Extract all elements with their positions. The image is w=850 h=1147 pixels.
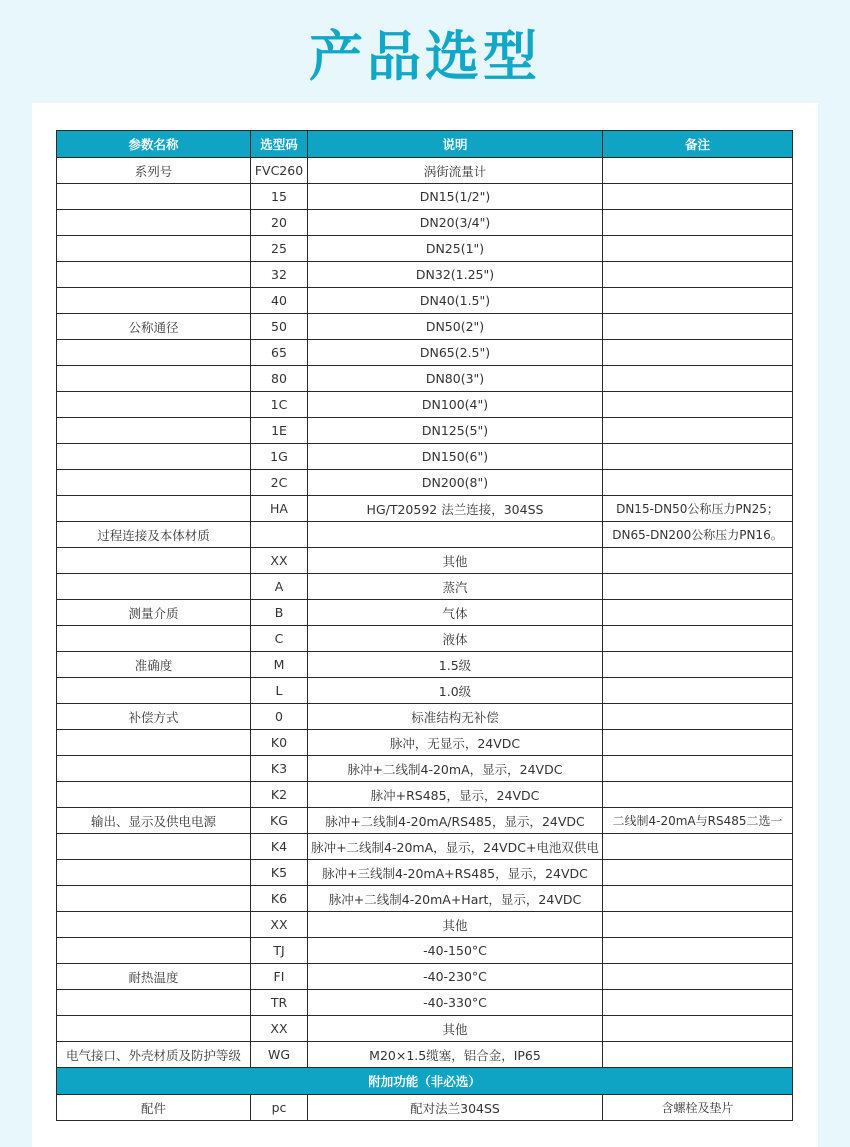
cell-code: A xyxy=(251,574,308,600)
table-row xyxy=(57,938,793,964)
table-row xyxy=(57,678,793,704)
cell-description: 蒸汽 xyxy=(308,574,603,600)
cell-remark xyxy=(603,288,793,314)
cell-param-name xyxy=(57,860,251,886)
cell-code: FI xyxy=(251,964,308,990)
cell-description xyxy=(308,522,603,548)
cell-code: 50 xyxy=(251,314,308,340)
cell-description: HG/T20592 法兰连接，304SS xyxy=(308,496,603,522)
cell-description: 涡街流量计 xyxy=(308,158,603,184)
table-row xyxy=(57,444,793,470)
cell-code: TJ xyxy=(251,938,308,964)
table-row xyxy=(57,782,793,808)
cell-code: 1E xyxy=(251,418,308,444)
cell-remark xyxy=(603,574,793,600)
cell-remark xyxy=(603,184,793,210)
cell-remark xyxy=(603,600,793,626)
cell-param-name: 测量介质 xyxy=(57,600,251,626)
table-row xyxy=(57,496,793,522)
cell-description: 其他 xyxy=(308,912,603,938)
cell-code: HA xyxy=(251,496,308,522)
cell-description: -40-330°C xyxy=(308,990,603,1016)
table-row xyxy=(57,652,793,678)
table-row xyxy=(57,860,793,886)
header-code: 选型码 xyxy=(251,131,308,158)
table-row xyxy=(57,548,793,574)
cell-code: M xyxy=(251,652,308,678)
cell-remark xyxy=(603,938,793,964)
table-row xyxy=(57,1042,793,1068)
cell-remark xyxy=(603,418,793,444)
cell-param-name xyxy=(57,730,251,756)
cell-description: DN20(3/4") xyxy=(308,210,603,236)
cell-code: KG xyxy=(251,808,308,834)
cell-remark xyxy=(603,366,793,392)
cell-description: 脉冲，无显示，24VDC xyxy=(308,730,603,756)
cell-remark xyxy=(603,756,793,782)
table-row xyxy=(57,574,793,600)
cell-param-name: 公称通径 xyxy=(57,314,251,340)
cell-code: WG xyxy=(251,1042,308,1068)
cell-code: 15 xyxy=(251,184,308,210)
cell-remark xyxy=(603,990,793,1016)
cell-code: 40 xyxy=(251,288,308,314)
table-row xyxy=(57,392,793,418)
cell-param-name xyxy=(57,288,251,314)
header-param-name: 参数名称 xyxy=(57,131,251,158)
cell-remark xyxy=(603,236,793,262)
cell-remark: DN65-DN200公称压力PN16。 xyxy=(603,522,793,548)
cell-description: 脉冲+二线制4-20mA，显示，24VDC+电池双供电 xyxy=(308,834,603,860)
header-description: 说明 xyxy=(308,131,603,158)
table-row xyxy=(57,730,793,756)
selection-table xyxy=(56,130,793,1121)
cell-code: XX xyxy=(251,912,308,938)
cell-param-name xyxy=(57,886,251,912)
cell-remark xyxy=(603,210,793,236)
cell-code xyxy=(251,522,308,548)
cell-param-name: 系列号 xyxy=(57,158,251,184)
cell-remark xyxy=(603,548,793,574)
cell-description: 配对法兰304SS xyxy=(308,1095,603,1121)
table-row xyxy=(57,990,793,1016)
cell-code: B xyxy=(251,600,308,626)
cell-param-name: 电气接口、外壳材质及防护等级 xyxy=(57,1042,251,1068)
cell-description: -40-150°C xyxy=(308,938,603,964)
cell-remark xyxy=(603,886,793,912)
cell-remark xyxy=(603,626,793,652)
cell-remark xyxy=(603,340,793,366)
cell-description: 脉冲+二线制4-20mA，显示，24VDC xyxy=(308,756,603,782)
cell-description: 其他 xyxy=(308,1016,603,1042)
cell-param-name xyxy=(57,392,251,418)
table-row xyxy=(57,470,793,496)
table-row xyxy=(57,288,793,314)
cell-param-name: 补偿方式 xyxy=(57,704,251,730)
cell-description: 脉冲+二线制4-20mA+Hart，显示，24VDC xyxy=(308,886,603,912)
section-title: 附加功能（非必选） xyxy=(57,1068,793,1095)
cell-description: 1.0级 xyxy=(308,678,603,704)
table-row xyxy=(57,626,793,652)
cell-code: XX xyxy=(251,548,308,574)
table-body xyxy=(57,158,793,1068)
cell-param-name xyxy=(57,1016,251,1042)
cell-description: DN80(3") xyxy=(308,366,603,392)
cell-code: 20 xyxy=(251,210,308,236)
cell-remark xyxy=(603,1042,793,1068)
page-title: 产品选型 xyxy=(309,25,541,88)
cell-remark xyxy=(603,158,793,184)
cell-param-name xyxy=(57,938,251,964)
cell-description: DN32(1.25") xyxy=(308,262,603,288)
table-row xyxy=(57,184,793,210)
cell-code: C xyxy=(251,626,308,652)
cell-code: 1G xyxy=(251,444,308,470)
cell-code: XX xyxy=(251,1016,308,1042)
cell-param-name: 输出、显示及供电电源 xyxy=(57,808,251,834)
cell-description: DN125(5") xyxy=(308,418,603,444)
cell-remark xyxy=(603,964,793,990)
cell-code: K5 xyxy=(251,860,308,886)
cell-description: DN50(2") xyxy=(308,314,603,340)
cell-param-name xyxy=(57,184,251,210)
cell-description: DN40(1.5") xyxy=(308,288,603,314)
cell-description: DN150(6") xyxy=(308,444,603,470)
table-row xyxy=(57,236,793,262)
cell-param-name xyxy=(57,340,251,366)
cell-param-name: 准确度 xyxy=(57,652,251,678)
cell-description: -40-230°C xyxy=(308,964,603,990)
cell-param-name xyxy=(57,548,251,574)
cell-code: TR xyxy=(251,990,308,1016)
cell-code: L xyxy=(251,678,308,704)
cell-code: 0 xyxy=(251,704,308,730)
cell-code: 25 xyxy=(251,236,308,262)
cell-code: K6 xyxy=(251,886,308,912)
cell-remark xyxy=(603,834,793,860)
cell-param-name xyxy=(57,418,251,444)
cell-remark: 二线制4-20mA与RS485二选一 xyxy=(603,808,793,834)
cell-param-name xyxy=(57,834,251,860)
cell-remark xyxy=(603,704,793,730)
header-remark: 备注 xyxy=(603,131,793,158)
cell-description: 脉冲+二线制4-20mA/RS485，显示，24VDC xyxy=(308,808,603,834)
table-row xyxy=(57,262,793,288)
cell-param-name xyxy=(57,496,251,522)
cell-remark: DN15-DN50公称压力PN25； xyxy=(603,496,793,522)
table-row xyxy=(57,964,793,990)
table-row xyxy=(57,600,793,626)
table-row xyxy=(57,522,793,548)
cell-remark xyxy=(603,392,793,418)
cell-remark xyxy=(603,860,793,886)
cell-param-name xyxy=(57,756,251,782)
cell-param-name xyxy=(57,236,251,262)
section-row xyxy=(57,1068,793,1095)
table-row xyxy=(57,834,793,860)
table-header-row xyxy=(57,131,793,158)
cell-param-name xyxy=(57,262,251,288)
cell-code: 2C xyxy=(251,470,308,496)
cell-description: DN100(4") xyxy=(308,392,603,418)
cell-remark xyxy=(603,912,793,938)
cell-code: 80 xyxy=(251,366,308,392)
cell-param-name: 配件 xyxy=(57,1095,251,1121)
cell-param-name xyxy=(57,912,251,938)
cell-description: 气体 xyxy=(308,600,603,626)
cell-remark xyxy=(603,314,793,340)
cell-param-name xyxy=(57,678,251,704)
cell-code: 65 xyxy=(251,340,308,366)
cell-param-name xyxy=(57,444,251,470)
cell-code: K2 xyxy=(251,782,308,808)
cell-param-name: 耐热温度 xyxy=(57,964,251,990)
cell-code: pc xyxy=(251,1095,308,1121)
cell-remark xyxy=(603,470,793,496)
cell-description: 脉冲+三线制4-20mA+RS485，显示，24VDC xyxy=(308,860,603,886)
cell-code: 32 xyxy=(251,262,308,288)
cell-description: DN15(1/2") xyxy=(308,184,603,210)
cell-description: DN65(2.5") xyxy=(308,340,603,366)
cell-param-name xyxy=(57,782,251,808)
cell-param-name xyxy=(57,626,251,652)
cell-remark xyxy=(603,678,793,704)
cell-param-name: 过程连接及本体材质 xyxy=(57,522,251,548)
cell-code: K3 xyxy=(251,756,308,782)
cell-remark xyxy=(603,262,793,288)
cell-description: 液体 xyxy=(308,626,603,652)
cell-remark xyxy=(603,730,793,756)
table-row xyxy=(57,314,793,340)
cell-remark xyxy=(603,1016,793,1042)
cell-description: M20×1.5缆塞，铝合金，IP65 xyxy=(308,1042,603,1068)
cell-param-name xyxy=(57,470,251,496)
table-row xyxy=(57,756,793,782)
table-row xyxy=(57,886,793,912)
table-row xyxy=(57,340,793,366)
cell-remark xyxy=(603,444,793,470)
cell-param-name xyxy=(57,366,251,392)
cell-param-name xyxy=(57,990,251,1016)
cell-remark: 含螺栓及垫片 xyxy=(603,1095,793,1121)
cell-param-name xyxy=(57,210,251,236)
table-row xyxy=(57,808,793,834)
table-row xyxy=(57,158,793,184)
cell-description: 1.5级 xyxy=(308,652,603,678)
table-row xyxy=(57,1016,793,1042)
table-row xyxy=(57,704,793,730)
cell-code: 1C xyxy=(251,392,308,418)
table-row xyxy=(57,366,793,392)
cell-code: FVC260 xyxy=(251,158,308,184)
table-row xyxy=(57,418,793,444)
cell-remark xyxy=(603,782,793,808)
cell-description: 其他 xyxy=(308,548,603,574)
cell-code: K4 xyxy=(251,834,308,860)
cell-remark xyxy=(603,652,793,678)
cell-code: K0 xyxy=(251,730,308,756)
table-row xyxy=(57,210,793,236)
table-row xyxy=(57,912,793,938)
cell-description: DN25(1") xyxy=(308,236,603,262)
cell-description: 脉冲+RS485，显示，24VDC xyxy=(308,782,603,808)
accessory-row xyxy=(57,1095,793,1121)
cell-description: 标准结构无补偿 xyxy=(308,704,603,730)
cell-param-name xyxy=(57,574,251,600)
cell-description: DN200(8") xyxy=(308,470,603,496)
